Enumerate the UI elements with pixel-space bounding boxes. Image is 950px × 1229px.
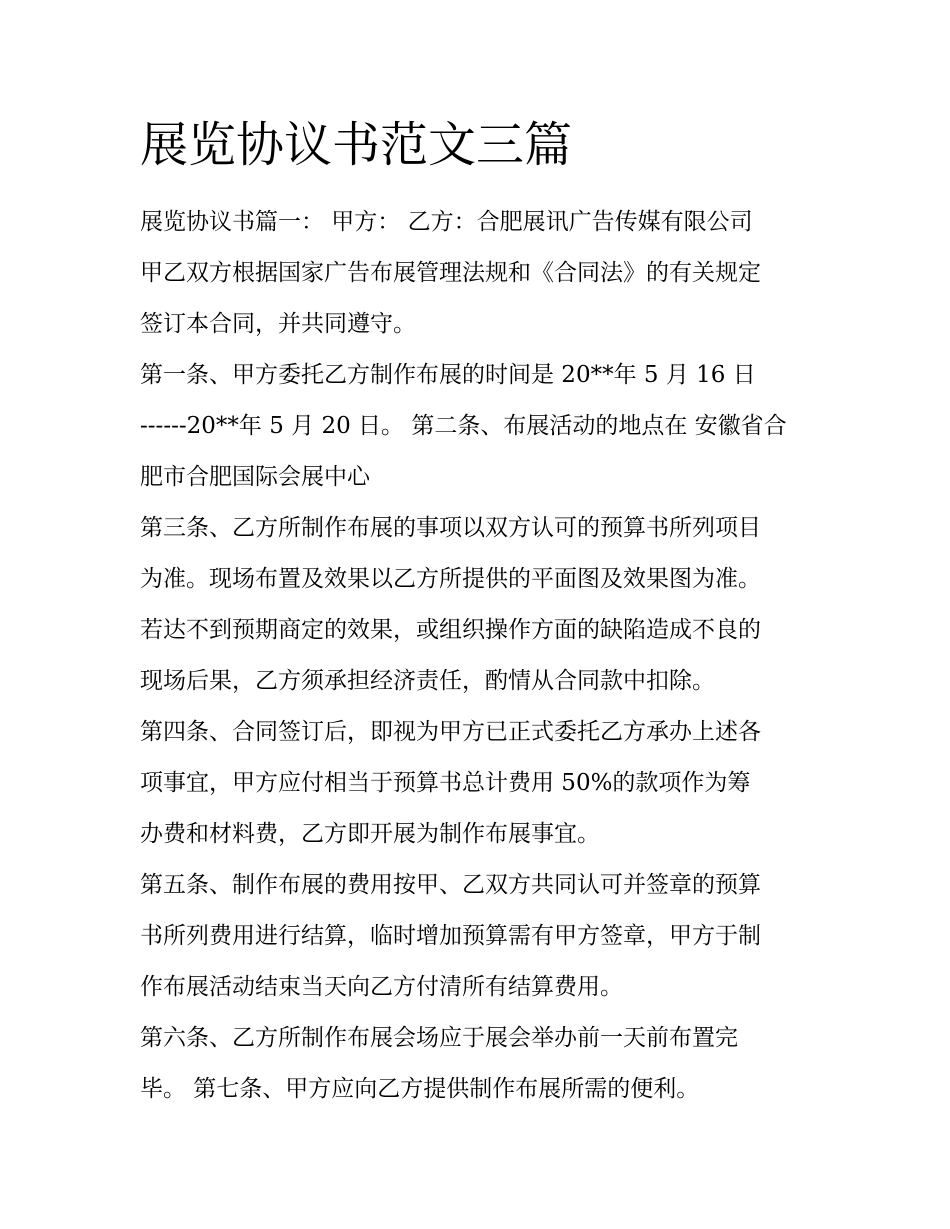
text-line: 现场后果，乙方须承担经济责任，酌情从合同款中扣除。 — [140, 668, 715, 694]
document-title: 展览协议书范文三篇 — [140, 117, 573, 173]
text-line: 签订本合同，并共同遵守。 — [140, 311, 416, 337]
text-line: 第三条、乙方所制作布展的事项以双方认可的预算书所列项目 — [140, 515, 761, 541]
text-line: 肥市合肥国际会展中心 — [140, 464, 370, 490]
document-body — [140, 200, 820, 1118]
text-line: 若达不到预期商定的效果，或组织操作方面的缺陷造成不良的 — [140, 617, 761, 643]
text-line: 第五条、制作布展的费用按甲、乙双方共同认可并签章的预算 — [140, 872, 761, 898]
text-line: 为准。现场布置及效果以乙方所提供的平面图及效果图为准。 — [140, 566, 761, 592]
text-line: 书所列费用进行结算，临时增加预算需有甲方签章，甲方于制 — [140, 923, 761, 949]
text-line: 项事宜，甲方应付相当于预算书总计费用 50%的款项作为筹 — [140, 770, 751, 796]
text-line: 第六条、乙方所制作布展会场应于展会举办前一天前布置完 — [140, 1025, 738, 1051]
text-line: 展览协议书篇一： 甲方： 乙方：合肥展讯广告传媒有限公司 — [140, 209, 753, 235]
text-line: 作布展活动结束当天向乙方付清所有结算费用。 — [140, 974, 623, 1000]
text-line: 毕。 第七条、甲方应向乙方提供制作布展所需的便利。 — [140, 1076, 700, 1102]
text-line: ------20**年 5 月 20 日。 第二条、布展活动的地点在 安徽省合 — [140, 413, 787, 439]
text-line: 第一条、甲方委托乙方制作布展的时间是 20**年 5 月 16 日 — [140, 362, 756, 388]
text-line: 第四条、合同签订后，即视为甲方已正式委托乙方承办上述各 — [140, 719, 761, 745]
text-line: 甲乙双方根据国家广告布展管理法规和《合同法》的有关规定 — [140, 260, 761, 286]
text-line: 办费和材料费，乙方即开展为制作布展事宜。 — [140, 821, 600, 847]
